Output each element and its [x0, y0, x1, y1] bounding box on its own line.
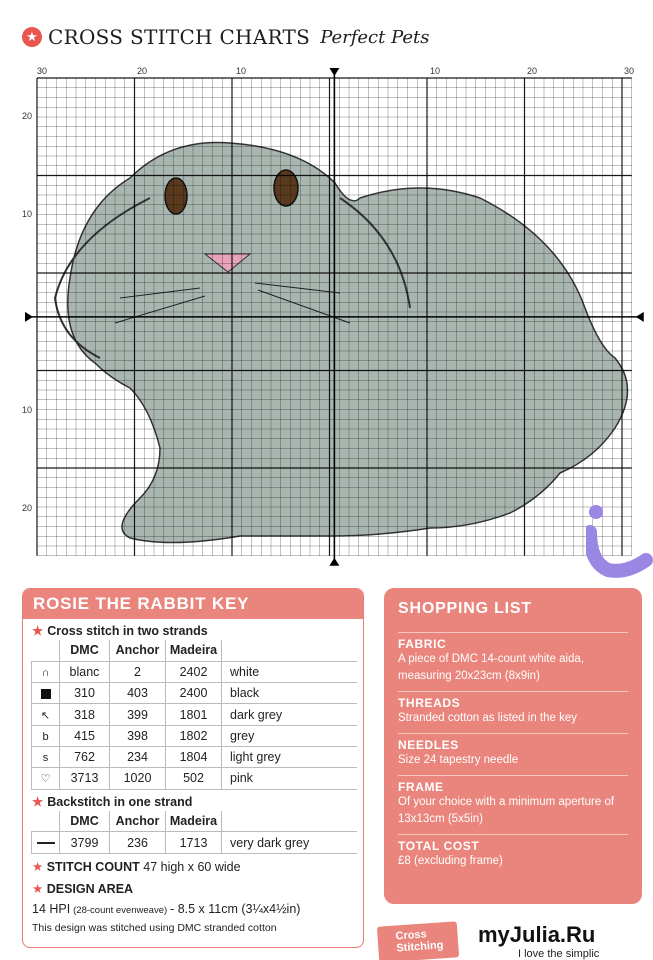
- cross-stitch-table: [31, 640, 357, 790]
- table-header-row: [32, 640, 357, 661]
- top-number: 20: [137, 66, 148, 76]
- table-row: [32, 661, 357, 682]
- madeira-cell: 1801: [166, 704, 222, 725]
- table-row: [32, 746, 357, 767]
- top-number: 10: [236, 66, 247, 76]
- dmc-cell: 762: [60, 746, 110, 767]
- design-area-value: 14 HPI (28-count evenweave) - 8.5 x 11cm (3¼x4½in): [32, 901, 301, 916]
- star-icon: ★: [32, 859, 44, 874]
- anchor-cell: 2: [110, 661, 166, 682]
- black-square-symbol-icon: [41, 689, 51, 699]
- fabric-heading: FABRIC: [398, 637, 447, 651]
- color-name-cell: white: [222, 661, 357, 682]
- needles-text: Size 24 tapestry needle: [398, 754, 519, 766]
- page-title: CROSS STITCH CHARTS: [48, 25, 311, 49]
- cross-stitch-heading: ★ Cross stitch in two strands: [32, 624, 208, 638]
- madeira-cell: 2402: [166, 661, 222, 682]
- color-name-cell: light grey: [222, 746, 357, 767]
- heart-symbol-icon: ♡: [40, 773, 51, 786]
- anchor-cell: 236: [110, 832, 166, 853]
- left-number: 10: [22, 405, 33, 415]
- top-number: 30: [37, 66, 48, 76]
- color-name-cell: very dark grey: [222, 832, 357, 853]
- table-row: [32, 725, 357, 746]
- color-name-cell: black: [222, 683, 357, 704]
- needles-heading: NEEDLES: [398, 738, 459, 752]
- dmc-cell: 415: [60, 725, 110, 746]
- page-header: [22, 22, 430, 52]
- threads-heading: THREADS: [398, 696, 461, 710]
- shopping-title: SHOPPING LIST: [398, 600, 532, 617]
- top-number: 20: [527, 66, 538, 76]
- col-header-anchor: Anchor: [110, 640, 166, 661]
- backstitch-heading: ★ Backstitch in one strand: [32, 794, 193, 809]
- col-header-dmc: DMC: [60, 640, 110, 661]
- color-name-cell: grey: [222, 725, 357, 746]
- madeira-cell: 502: [166, 768, 222, 789]
- total-cost-heading: TOTAL COST: [398, 839, 480, 853]
- left-number: 20: [22, 503, 33, 513]
- rabbit-eye: [165, 178, 187, 214]
- table-row: [32, 768, 357, 789]
- star-icon: ★: [32, 624, 44, 638]
- page-subtitle: Perfect Pets: [320, 26, 430, 48]
- anchor-cell: 398: [110, 725, 166, 746]
- top-number: 30: [624, 66, 635, 76]
- anchor-cell: 403: [110, 683, 166, 704]
- total-cost-text: £8 (excluding frame): [398, 855, 503, 867]
- design-note: This design was stitched using DMC stranded cotton: [32, 921, 277, 934]
- centre-arrow-icon: [329, 558, 339, 566]
- key-title: ROSIE THE RABBIT KEY: [23, 589, 363, 619]
- threads-text: Stranded cotton as listed in the key: [398, 712, 577, 724]
- backstitch-line-icon: [37, 842, 55, 844]
- dmc-cell: blanc: [60, 661, 110, 682]
- anchor-cell: 234: [110, 746, 166, 767]
- dmc-cell: 3713: [60, 768, 110, 789]
- madeira-cell: 1802: [166, 725, 222, 746]
- fabric-text: A piece of DMC 14-count white aida, measuring 20x23cm (8x9in): [398, 653, 585, 682]
- centre-arrow-icon: [329, 68, 339, 76]
- madeira-cell: 1713: [166, 832, 222, 853]
- anchor-cell: 399: [110, 704, 166, 725]
- star-badge-icon: ★: [22, 27, 42, 47]
- color-name-cell: dark grey: [222, 704, 357, 725]
- cross-stitching-logo: Cross Stitching: [377, 921, 459, 960]
- anchor-cell: 1020: [110, 768, 166, 789]
- decorative-letter-graphic: [586, 500, 653, 580]
- b-symbol-icon: b: [42, 730, 49, 743]
- star-icon: ★: [32, 881, 44, 896]
- centre-arrow-icon: [25, 312, 33, 322]
- col-header-madeira: Madeira: [166, 640, 222, 661]
- left-number: 10: [22, 209, 33, 219]
- rabbit-key-panel: [22, 588, 364, 948]
- table-row: [32, 683, 357, 704]
- frame-text: Of your choice with a minimum aperture of 13x13cm (5x5in): [398, 796, 615, 825]
- madeira-cell: 1804: [166, 746, 222, 767]
- shopping-list-panel: [384, 588, 642, 904]
- madeira-cell: 2400: [166, 683, 222, 704]
- dmc-cell: 3799: [60, 832, 110, 853]
- col-header-dmc: DMC: [60, 811, 110, 832]
- table-row: [32, 704, 357, 725]
- site-watermark: myJulia.Ru: [478, 922, 596, 947]
- arch-symbol-icon: ∩: [41, 666, 50, 679]
- col-header-madeira: Madeira: [166, 811, 222, 832]
- dmc-cell: 310: [60, 683, 110, 704]
- top-number: 10: [430, 66, 441, 76]
- frame-heading: FRAME: [398, 780, 444, 794]
- diagonal-symbol-icon: ↖: [40, 709, 51, 722]
- centre-arrow-icon: [636, 312, 644, 322]
- left-number: 20: [22, 111, 33, 121]
- tagline-text: I love the simplic: [518, 948, 600, 960]
- table-row: [32, 832, 357, 853]
- col-header-anchor: Anchor: [110, 811, 166, 832]
- color-name-cell: pink: [222, 768, 357, 789]
- chart-grid: [0, 58, 653, 578]
- stitch-chart: [0, 58, 653, 578]
- stitch-count: ★ STITCH COUNT 47 high x 60 wide: [32, 859, 241, 874]
- backstitch-table: [31, 811, 357, 854]
- s-symbol-icon: s: [42, 752, 49, 765]
- dmc-cell: 318: [60, 704, 110, 725]
- design-area-heading: ★ DESIGN AREA: [32, 881, 134, 896]
- star-icon: ★: [32, 794, 44, 809]
- table-header-row: [32, 811, 357, 832]
